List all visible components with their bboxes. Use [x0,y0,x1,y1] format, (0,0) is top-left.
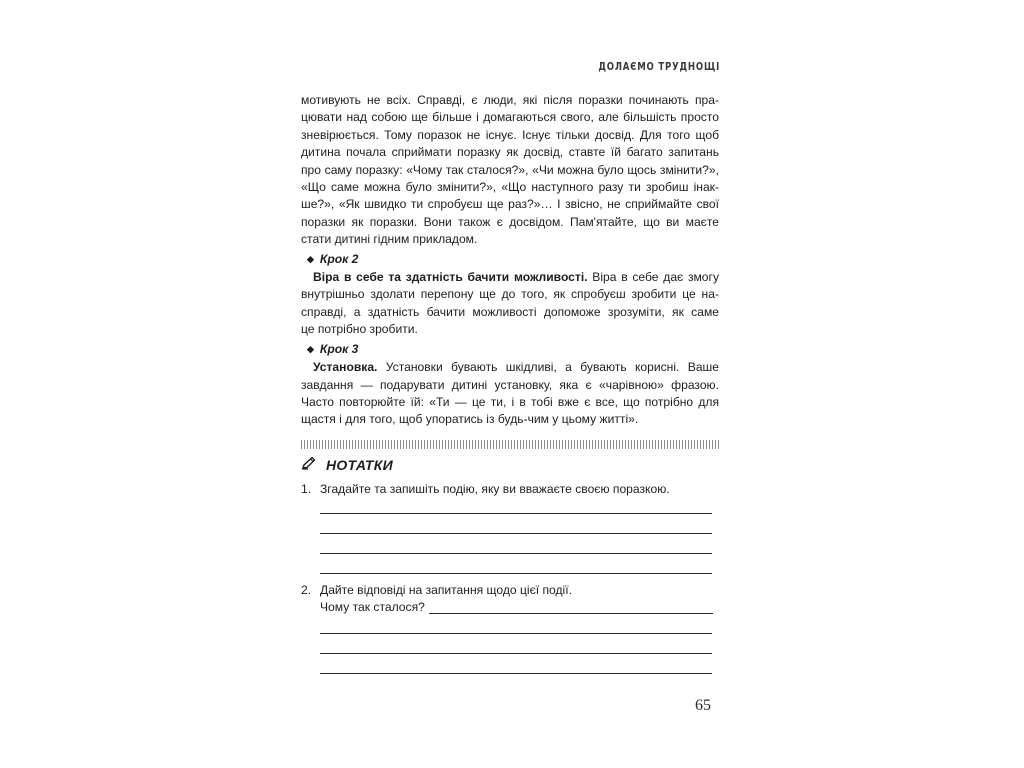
step-2-heading [301,251,719,269]
text-fragment: Установки бувають шкідливі, а бувають корисні. Ваше [377,360,719,375]
question-2-sub [320,600,713,614]
paragraph-intro [301,92,719,249]
question-2 [301,583,572,597]
answer-line[interactable] [429,602,713,614]
text-line: завдання — подарувати дитині установку, яка є «чарівною» фразою. [301,377,719,392]
page-number: 65 [695,697,711,714]
notes-title: НОТАТКИ [326,456,394,473]
text-line: зневірюється. Тому поразок не існує. Існує тільки досвід. Для того щоб [301,127,719,142]
running-head: ДОЛАЄМО ТРУДНОЩІ [598,60,720,73]
answer-line[interactable] [320,553,712,554]
text-line: дитина почала сприймати поразку як досвід, ставте їй багато запитань [301,145,719,160]
text-line [301,359,719,376]
text-line: про саму поразку: «Чому так сталося?», «Чи можна було щось змінити?», [301,162,719,177]
question-number: 2. [301,583,312,597]
text-line: справді, а здатність бачити можливості допоможе зрозуміти, як саме [301,304,719,319]
text-line: мотивують не всіх. Справді, є люди, які після поразки починають пра- [301,93,719,107]
question-number: 1. [301,482,312,496]
text-line: поразки як поразки. Вони також є досвідом. Пам'ятайте, що ви маєте [301,214,719,229]
text-line: Часто повторюйте їй: «Ти — це ти, і в тобі вже є все, що потрібно для [301,394,719,409]
text-line: це потрібно зробити. [301,322,418,337]
answer-line[interactable] [320,573,712,574]
text-fragment: Віра в себе дає змогу [587,270,719,285]
text-line: щастя і для того, щоб упоратись із будь-чим у цьому житті». [301,412,639,427]
answer-line[interactable] [320,533,712,534]
notes-heading [301,456,393,473]
paragraph-step-2 [301,269,719,339]
diamond-bullet-icon: ◆ [307,343,314,354]
answer-line[interactable] [320,673,712,674]
step-3-lead: Установка. [313,360,378,375]
question-1 [301,482,670,496]
diamond-bullet-icon: ◆ [307,253,314,264]
answer-line[interactable] [320,633,712,634]
text-line: ше?», «Як швидко ти спробуєш ще раз?»… І звісно, не сприймайте свої [301,197,719,212]
question-text: Дайте відповіді на запитання щодо цієї події. [320,583,572,597]
body-text [301,92,719,429]
paragraph-step-3 [301,359,719,429]
text-line: «Що саме можна було змінити?», «Що наступного разу ти зробиш інак- [301,180,719,195]
step-3-heading [301,341,719,359]
answer-line[interactable] [320,513,712,514]
section-divider [301,440,719,449]
step-3-label: Крок 3 [319,341,359,356]
question-text: Згадайте та запишіть подію, яку ви вважаєте своєю поразкою. [320,482,670,496]
step-2-lead: Віра в себе та здатність бачити можливості. [313,270,588,285]
sub-question-text: Чому так сталося? [320,600,425,614]
text-line: внутрішньо здолати перепону ще до того, як спробуєш зробити це на- [301,287,719,302]
pencil-icon [301,456,317,473]
text-line: стати дитині гідним прикладом. [301,232,478,247]
step-2-label: Крок 2 [319,251,359,266]
text-line: цювати над собою ще більше і домагаються свого, але більшість просто [301,110,719,125]
text-line [301,269,719,286]
answer-line[interactable] [320,653,712,654]
